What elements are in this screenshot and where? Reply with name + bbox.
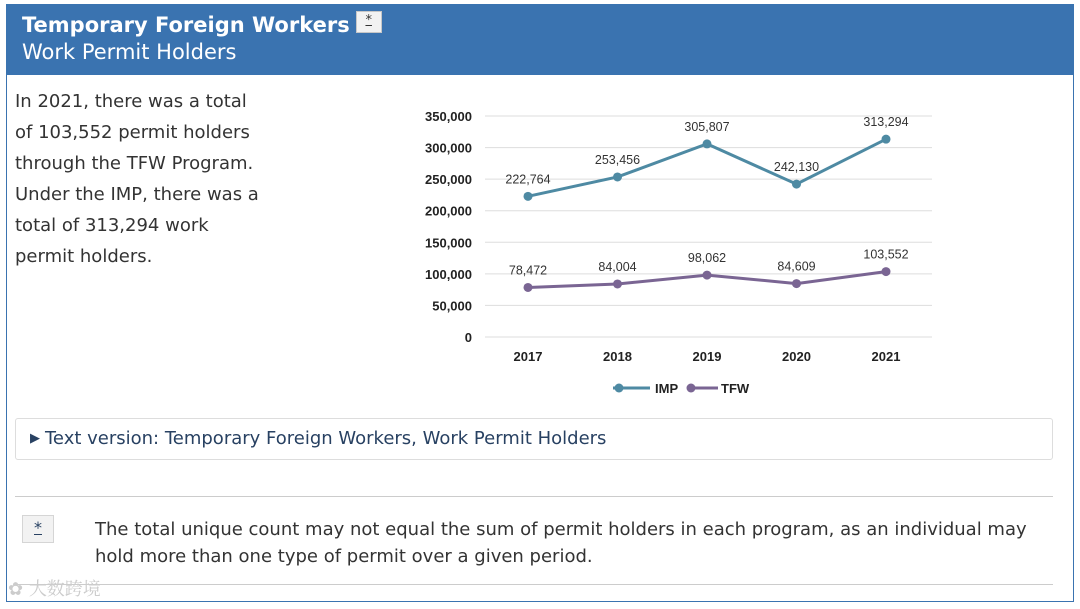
watermark-logo: ✿ 大数跨境 bbox=[8, 579, 101, 600]
x-tick-label: 2019 bbox=[692, 349, 722, 364]
footnote-text: The total unique count may not equal the sum of permit holders in each program, as an individual may hold more than one type of permit over a given period. bbox=[95, 519, 1027, 567]
panel-subtitle: Work Permit Holders bbox=[22, 40, 237, 64]
y-tick-label: 150,000 bbox=[425, 235, 472, 251]
watermark-text: 大数跨境 bbox=[28, 579, 101, 600]
title-row bbox=[22, 12, 1073, 38]
footnote-link-button[interactable]: * bbox=[356, 11, 382, 33]
text-version-toggle[interactable] bbox=[15, 418, 1053, 460]
data-point-tfw bbox=[613, 279, 622, 288]
data-point-tfw bbox=[792, 279, 801, 288]
data-point-tfw bbox=[524, 283, 533, 292]
y-tick-label: 200,000 bbox=[425, 203, 472, 219]
panel-title: Temporary Foreign Workers bbox=[22, 13, 350, 37]
y-tick-label: 250,000 bbox=[425, 172, 472, 188]
expand-triangle-icon: ▶ bbox=[30, 431, 40, 446]
data-label-imp: 222,764 bbox=[505, 172, 551, 187]
text-version-label: Text version: Temporary Foreign Workers, Work Permit Holders bbox=[45, 428, 607, 449]
data-label-imp: 305,807 bbox=[684, 119, 730, 134]
data-point-imp bbox=[792, 180, 801, 189]
data-label-tfw: 84,004 bbox=[598, 259, 637, 274]
data-label-tfw: 84,609 bbox=[777, 259, 816, 274]
data-label-imp: 313,294 bbox=[863, 115, 909, 130]
data-label-tfw: 103,552 bbox=[863, 247, 909, 262]
x-tick-label: 2018 bbox=[603, 349, 632, 364]
footnote-divider-bottom bbox=[15, 584, 1053, 585]
data-point-imp bbox=[613, 172, 622, 181]
y-tick-label: 50,000 bbox=[432, 298, 472, 314]
legend-swatch-dot bbox=[687, 384, 696, 393]
x-tick-label: 2020 bbox=[782, 349, 811, 364]
chart-svg bbox=[400, 96, 940, 401]
footnote-divider-top bbox=[15, 496, 1053, 497]
data-label-tfw: 98,062 bbox=[687, 251, 727, 266]
x-tick-label: 2021 bbox=[871, 349, 901, 364]
data-label-imp: 242,130 bbox=[773, 160, 820, 175]
panel-header bbox=[7, 5, 1073, 75]
data-point-imp bbox=[703, 139, 712, 148]
data-point-tfw bbox=[703, 271, 712, 280]
legend-label: TFW bbox=[721, 381, 750, 396]
x-tick-label: 2017 bbox=[513, 349, 543, 364]
intro-paragraph: In 2021, there was a total of 103,552 permit holders through the TFW Program. Under the IMP, there was a total of 313,294 work permit holders. bbox=[15, 91, 259, 267]
data-label-tfw: 78,472 bbox=[508, 263, 548, 278]
data-point-imp bbox=[882, 135, 891, 144]
legend-label: IMP bbox=[655, 381, 679, 396]
data-point-imp bbox=[524, 192, 533, 201]
line-chart bbox=[400, 96, 940, 401]
y-tick-label: 0 bbox=[464, 330, 472, 345]
data-label-imp: 253,456 bbox=[594, 152, 641, 167]
y-tick-label: 100,000 bbox=[425, 266, 472, 282]
legend-swatch-dot bbox=[615, 384, 624, 393]
y-tick-label: 350,000 bbox=[425, 109, 472, 124]
footnote-back-button[interactable]: * bbox=[22, 515, 54, 543]
data-point-tfw bbox=[882, 267, 891, 276]
y-tick-label: 300,000 bbox=[425, 140, 472, 156]
